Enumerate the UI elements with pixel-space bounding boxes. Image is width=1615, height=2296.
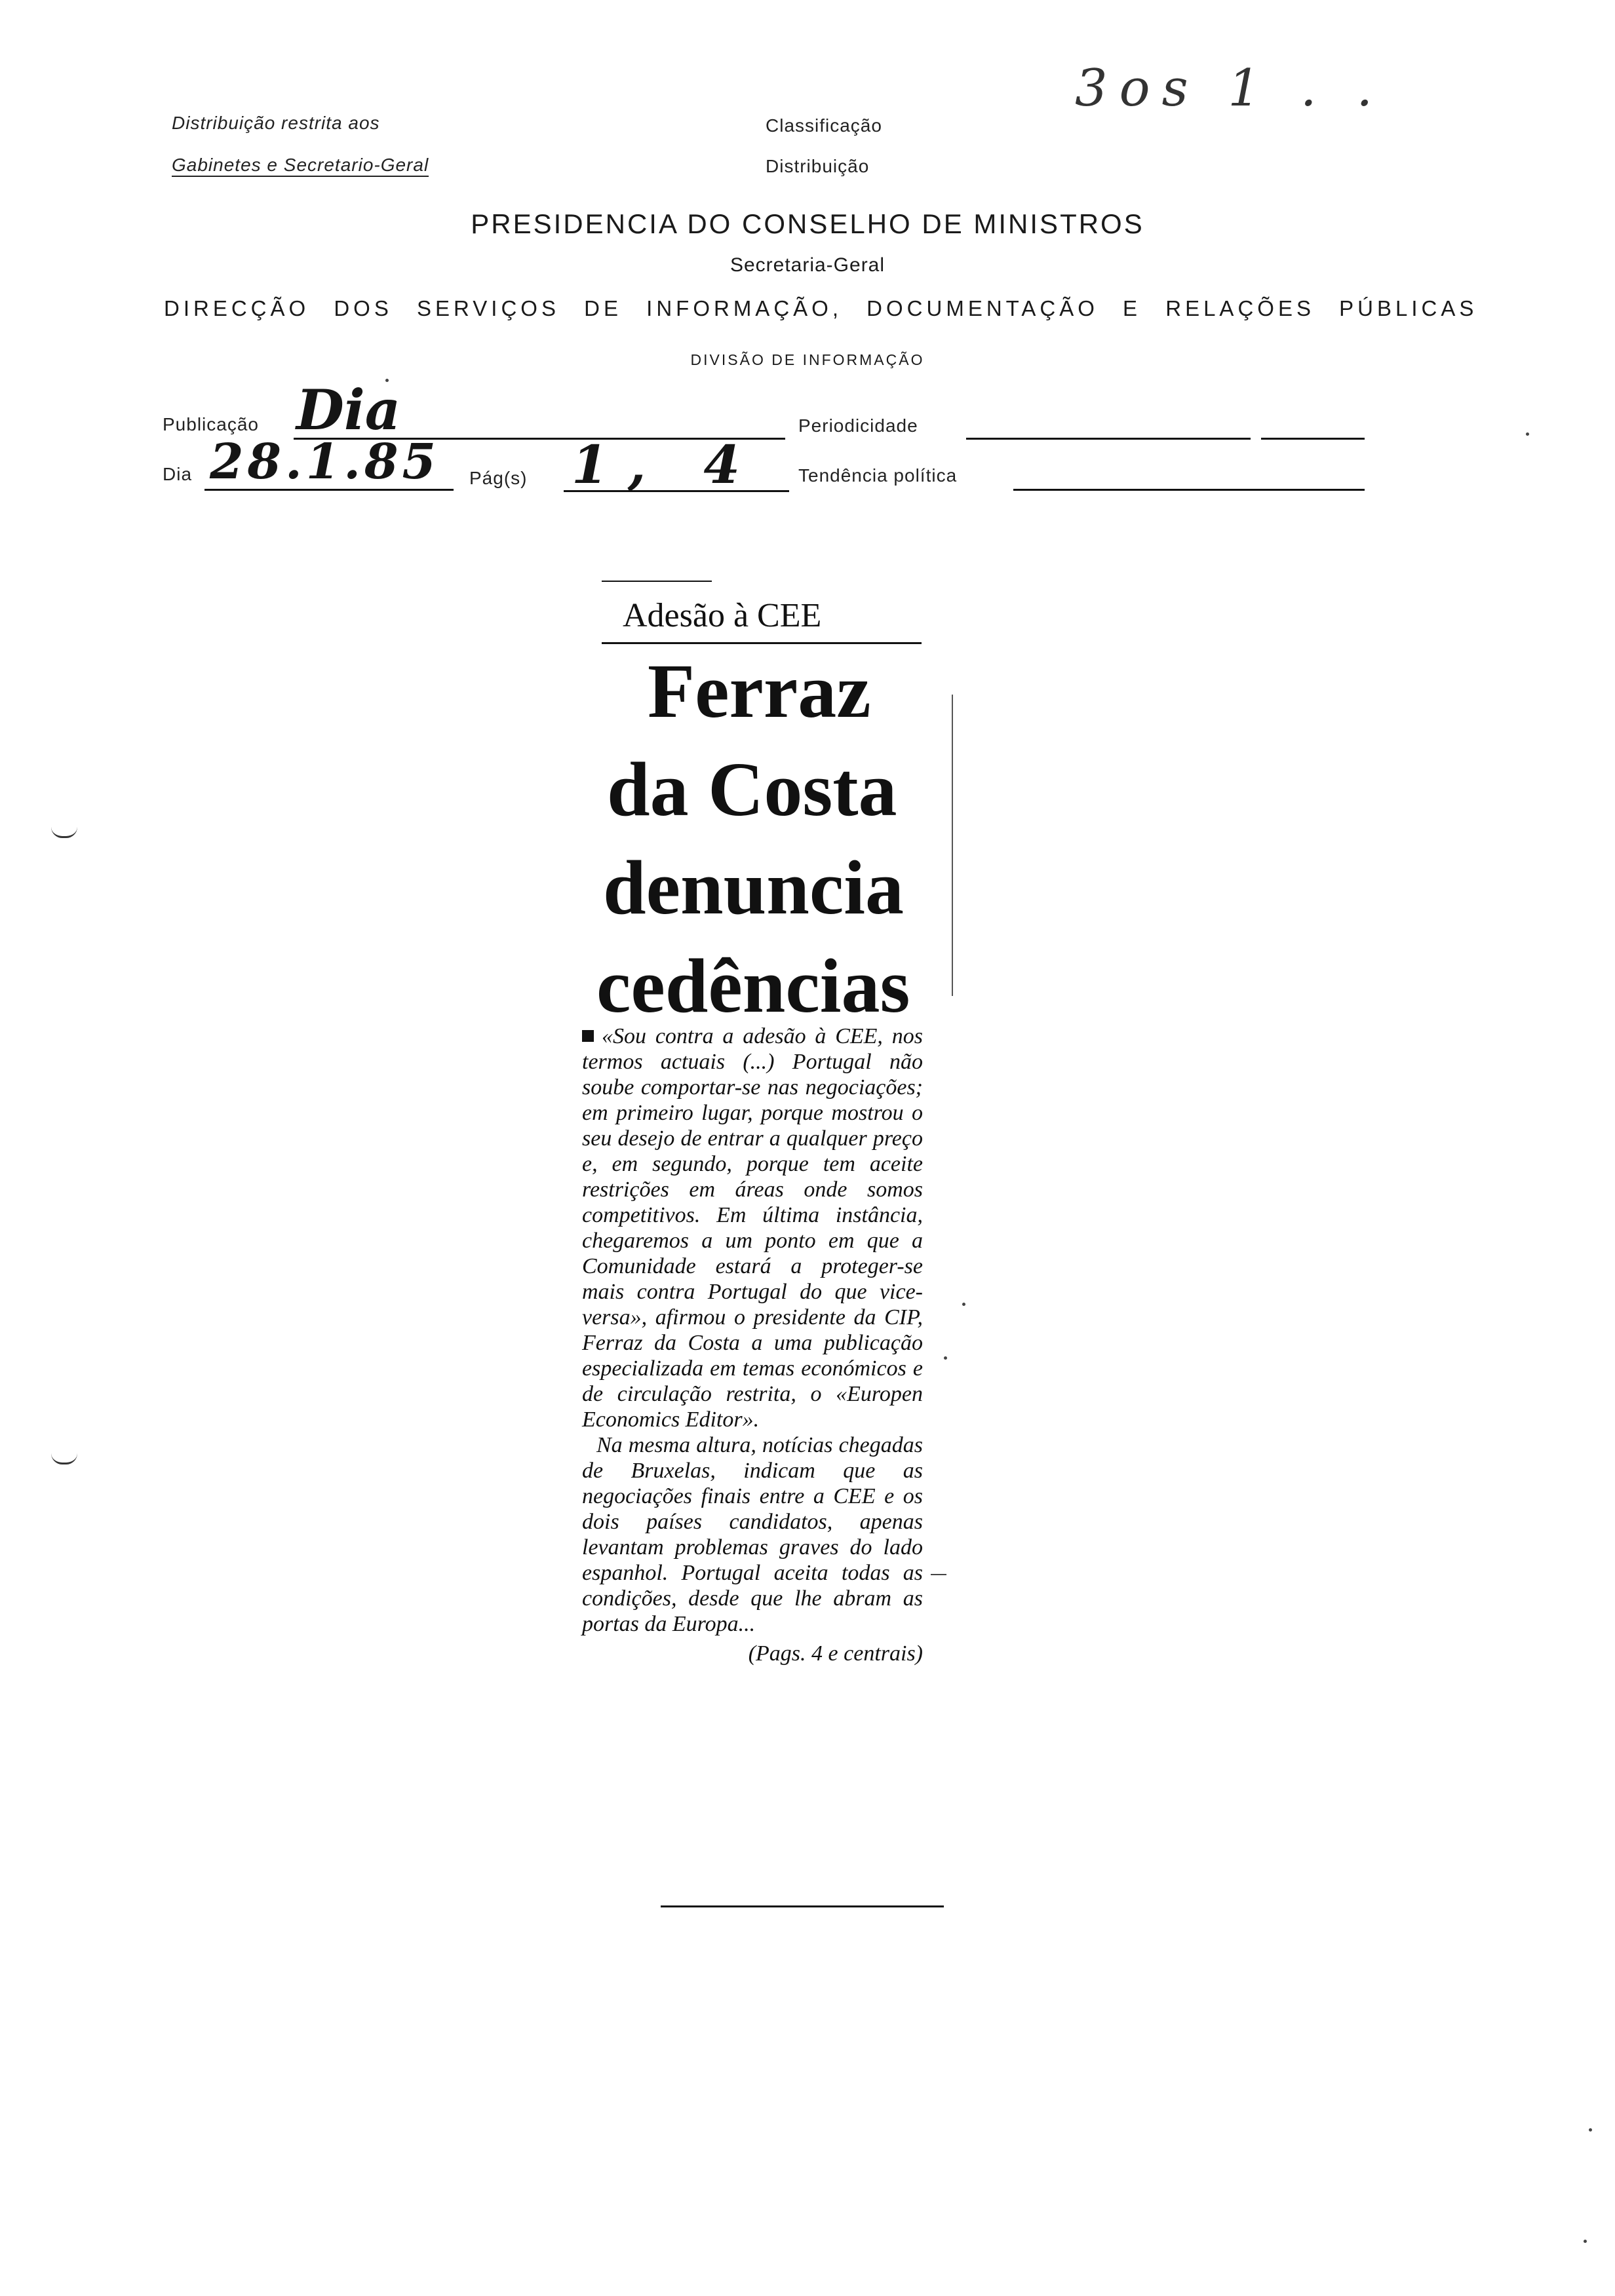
clipping-bottom-rule bbox=[661, 1905, 944, 1907]
day-label: Dia bbox=[163, 464, 193, 484]
headline-line: da Costa bbox=[607, 746, 897, 832]
pages-label: Pág(s) bbox=[469, 468, 528, 488]
tendency-field-line bbox=[1013, 489, 1365, 491]
scan-speck bbox=[962, 1303, 965, 1306]
scan-speck bbox=[931, 1574, 946, 1575]
distribution-restricted-line: Distribuição restrita aos bbox=[172, 113, 380, 133]
scan-speck bbox=[944, 1356, 947, 1360]
handwritten-reference: 3os 1 . . bbox=[1075, 59, 1385, 118]
periodicity-label: Periodicidade bbox=[798, 415, 918, 436]
headline-line: Ferraz bbox=[648, 648, 871, 734]
publication-label: Publicação bbox=[163, 414, 259, 434]
directorate-title: DIRECÇÃO DOS SERVIÇOS DE INFORMAÇÃO, DOCUMENTAÇÃO E RELAÇÕES PÚBLICAS bbox=[164, 296, 1478, 320]
distribution-label: Distribuição bbox=[766, 156, 870, 176]
distribution-recipients-line: Gabinetes e Secretario-Geral bbox=[172, 155, 429, 177]
headline-line: cedências bbox=[596, 943, 910, 1029]
pages-field-line bbox=[564, 490, 789, 492]
hole-punch-mark bbox=[51, 827, 77, 838]
bullet-mark bbox=[582, 1030, 594, 1042]
day-field-line bbox=[204, 489, 454, 491]
article-kicker: Adesão à CEE bbox=[623, 597, 822, 634]
periodicity-field-line bbox=[966, 438, 1251, 440]
article-paragraph: Na mesma altura, notícias chegadas de Bruxelas, indicam que as negociações finais entre a CEE e os dois países candidatos, apenas levantam problemas graves do lado espanhol. Portugal aceita todas as condições, desde que lhe abram as portas da Europa... bbox=[582, 1433, 923, 1636]
publication-value: Dia bbox=[296, 377, 401, 442]
scan-speck bbox=[1526, 432, 1529, 436]
article-headline bbox=[596, 642, 910, 1035]
ministry-title: PRESIDENCIA DO CONSELHO DE MINISTROS bbox=[471, 208, 1144, 239]
tendency-label: Tendência política bbox=[798, 465, 958, 486]
scan-speck bbox=[1584, 2240, 1587, 2243]
article-paragraph: «Sou contra a adesão à CEE, nos termos actuais (...) Portugal não soube comportar-se nas negociações; em primeiro lugar, porque mostrou o seu desejo de entrar a qualquer preço e, em segundo, porque tem aceite restrições em áreas onde somos competitivos. Em última instância, chegaremos a um ponto em que a Comunidade estará a proteger-se mais contra Portugal do que vice-versa», afirmou o presidente da CIP, Ferraz da Costa a uma publicação especializada em temas económicos e de circulação restrita, o «Europen Economics Editor». bbox=[582, 1024, 923, 1432]
clipping-top-rule bbox=[602, 581, 712, 582]
classification-label: Classificação bbox=[766, 115, 882, 136]
periodicity-field-line-2 bbox=[1261, 438, 1365, 440]
column-rule bbox=[952, 695, 953, 996]
article-body bbox=[582, 1024, 923, 1666]
day-value: 28.1.85 bbox=[210, 434, 440, 490]
pages-value: 1, 4 bbox=[572, 434, 760, 495]
headline-line: denuncia bbox=[603, 845, 905, 930]
scan-speck bbox=[1589, 2128, 1592, 2132]
secretariat-title: Secretaria-Geral bbox=[730, 254, 885, 276]
hole-punch-mark bbox=[51, 1453, 77, 1464]
page-reference: (Pags. 4 e centrais) bbox=[748, 1641, 923, 1666]
division-title: DIVISÃO DE INFORMAÇÃO bbox=[690, 351, 925, 368]
